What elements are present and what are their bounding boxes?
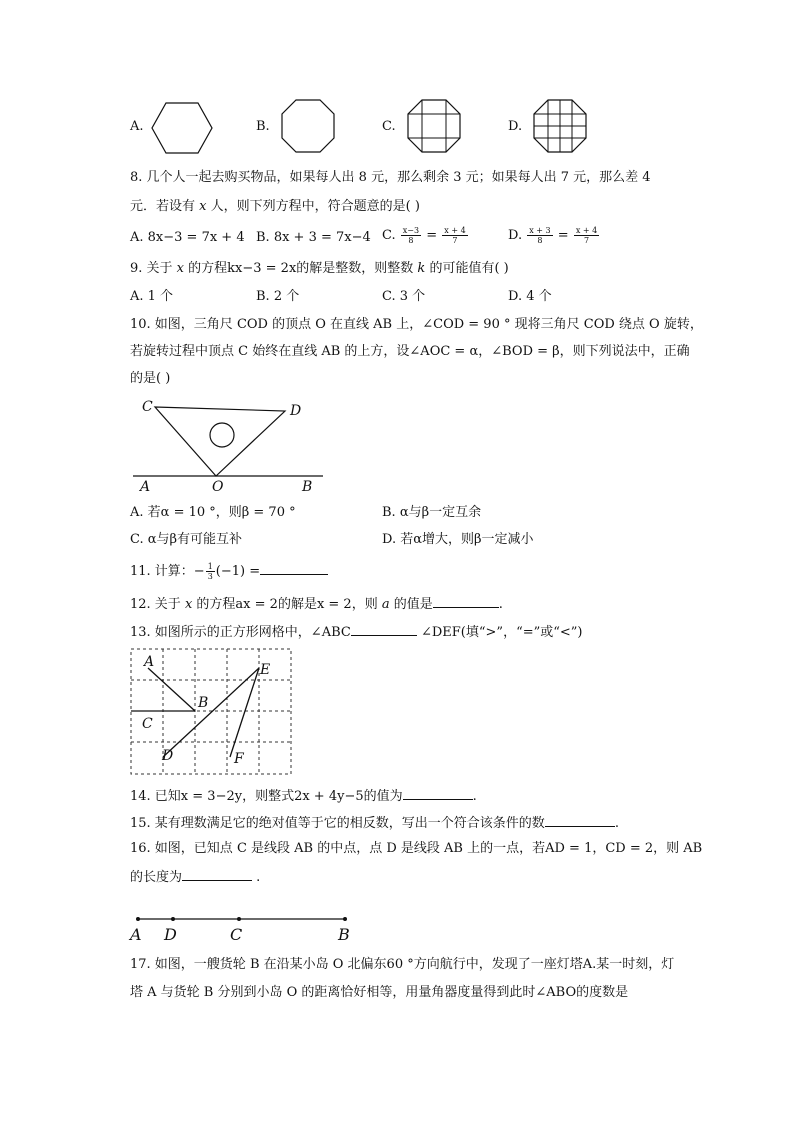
q7-option-b: B. <box>256 119 270 134</box>
answer-blank[interactable] <box>351 622 417 636</box>
triangle-hole <box>210 423 234 447</box>
q9-option-c: C. 3 个 <box>382 289 426 304</box>
numerator: x + 4 <box>575 226 598 235</box>
q16-text: 的长度为 <box>130 870 183 885</box>
q8-stem-line1: 8. 几个人一起去购买物品，如果每人出 8 元，那么剩余 3 元；如果每人出 7 元，那么差 4 <box>130 170 651 185</box>
numerator: x + 4 <box>444 226 466 235</box>
q8-stem-line2 <box>130 198 420 216</box>
q16-stem-line2 <box>130 867 260 887</box>
q8-option-c <box>382 226 469 245</box>
q9-var: x <box>176 261 185 276</box>
answer-blank[interactable] <box>433 594 499 608</box>
q14-stem <box>130 786 477 806</box>
q8-option-d <box>508 226 600 245</box>
label-f: F <box>234 751 244 767</box>
q15-text: 15. 某有理数满足它的绝对值等于它的相反数，写出一个符合该条件的数 <box>130 816 545 831</box>
octagon-icon <box>280 98 336 154</box>
q15-end: . <box>614 816 619 831</box>
label-a: A <box>140 479 151 495</box>
hexagon-icon <box>150 100 214 156</box>
q12-text: 的方程ax = 2的解是x = 2，则 <box>192 597 382 612</box>
q12-text: 的值是 <box>389 597 433 612</box>
triangle-cod <box>155 407 285 476</box>
fraction <box>527 226 552 245</box>
q10-option-d: D. 若α增大，则β一定减小 <box>382 532 534 547</box>
q12-text: 12. 关于 <box>130 597 185 612</box>
label-c: C <box>230 925 243 944</box>
q10-option-b: B. α与β一定互余 <box>382 505 482 520</box>
denominator: 7 <box>452 236 458 245</box>
q13-grid-figure <box>130 648 292 776</box>
q9-option-d: D. 4 个 <box>508 289 552 304</box>
label-d: D <box>290 403 302 419</box>
label-b: B <box>302 479 313 495</box>
q7-option-c: C. <box>382 119 396 134</box>
label-a: A <box>130 925 142 944</box>
q10-triangle-figure <box>130 395 330 495</box>
q16-stem-line1: 16. 如图，已知点 C 是线段 AB 的中点，点 D 是线段 AB 上的一点，若AD = 1，CD = 2，则 AB <box>130 841 703 856</box>
answer-blank[interactable] <box>403 786 473 800</box>
option-label: C. <box>382 228 396 243</box>
q9-text: 的方程kx−3 = 2x的解是整数，则整数 <box>184 261 418 276</box>
q13-text: 13. 如图所示的正方形网格中，∠ABC <box>130 625 351 640</box>
octagon-with-grid-icon <box>406 98 462 154</box>
numerator: x + 3 <box>529 226 551 235</box>
q14-text: 14. 已知x = 3−2y，则整式2x + 4y−5的值为 <box>130 789 403 804</box>
q12-stem <box>130 594 503 614</box>
q9-var: k <box>417 261 426 276</box>
label-d: D <box>162 748 174 764</box>
denominator: 7 <box>583 236 590 245</box>
q9-text: 的可能值有( ) <box>425 261 509 276</box>
label-b: B <box>198 695 209 711</box>
answer-blank[interactable] <box>260 561 328 575</box>
point-a <box>136 917 140 921</box>
q9-text: 9. 关于 <box>130 261 177 276</box>
q12-var: a <box>381 597 390 612</box>
q17-stem-line1: 17. 如图，一艘货轮 B 在沿某小岛 O 北偏东60 °方向航行中，发现了一座灯塔A.某一时刻，灯 <box>130 957 675 972</box>
label-c: C <box>142 716 153 732</box>
denominator: 8 <box>537 236 543 245</box>
fraction <box>574 226 599 245</box>
equals-sign: = <box>426 228 438 243</box>
q8-text: 元．若设有 <box>130 199 200 214</box>
label-c: C <box>142 399 153 415</box>
numerator: 1 <box>207 562 213 571</box>
fraction <box>401 226 421 245</box>
denominator: 3 <box>207 572 213 581</box>
label-e: E <box>260 662 271 678</box>
numerator: x−3 <box>402 226 420 235</box>
option-label: D. <box>508 228 523 243</box>
q8-text: 人，则下列方程中，符合题意的是( ) <box>206 199 420 214</box>
q12-var: x <box>184 597 193 612</box>
q17-stem-line2: 塔 A 与货轮 B 分别到小岛 O 的距离恰好相等，用量角器度量得到此时∠ABO的度数是 <box>130 985 629 1000</box>
label-a: A <box>144 654 155 670</box>
q12-end: . <box>498 597 503 612</box>
equals-sign: = <box>557 228 569 243</box>
fraction <box>442 226 467 245</box>
answer-blank[interactable] <box>545 813 615 827</box>
q11-text: (−1) = <box>215 564 261 579</box>
q13-text: ∠DEF(填“>”，“=”或“<”) <box>420 625 583 640</box>
q8-option-a: A. 8x−3 = 7x + 4 <box>130 230 245 245</box>
q7-option-d: D. <box>508 119 523 134</box>
q10-option-a: A. 若α = 10 °，则β = 70 ° <box>130 505 296 520</box>
q9-option-a: A. 1 个 <box>130 289 174 304</box>
q10-stem-line3: 的是( ) <box>130 371 171 386</box>
q15-stem <box>130 813 619 833</box>
octagon-with-full-grid-icon <box>532 98 588 154</box>
point-d <box>171 917 175 921</box>
fraction <box>206 562 215 581</box>
denominator: 8 <box>408 236 414 245</box>
label-o: O <box>212 479 224 495</box>
q16-segment-figure <box>128 910 358 946</box>
q14-end: . <box>472 789 477 804</box>
q11-stem <box>130 561 328 581</box>
q10-option-c: C. α与β有可能互补 <box>130 532 243 547</box>
q13-stem <box>130 622 583 642</box>
point-b <box>343 917 347 921</box>
q9-stem <box>130 260 509 278</box>
q10-stem-line1: 10. 如图，三角尺 COD 的顶点 O 在直线 AB 上，∠COD = 90 ° 现将三角尺 COD 绕点 O 旋转， <box>130 317 703 332</box>
q11-text: 11. 计算：− <box>130 564 205 579</box>
q9-option-b: B. 2 个 <box>256 289 300 304</box>
q7-option-a: A. <box>130 119 144 134</box>
answer-blank[interactable] <box>182 867 252 881</box>
label-b: B <box>338 925 350 944</box>
q8-option-b: B. 8x + 3 = 7x−4 <box>256 230 371 245</box>
point-c <box>237 917 241 921</box>
label-d: D <box>164 925 177 944</box>
q10-stem-line2: 若旋转过程中顶点 C 始终在直线 AB 的上方，设∠AOC = α，∠BOD = β，则下列说法中，正确 <box>130 344 690 359</box>
q16-end: . <box>256 870 261 885</box>
q8-var: x <box>199 199 207 214</box>
